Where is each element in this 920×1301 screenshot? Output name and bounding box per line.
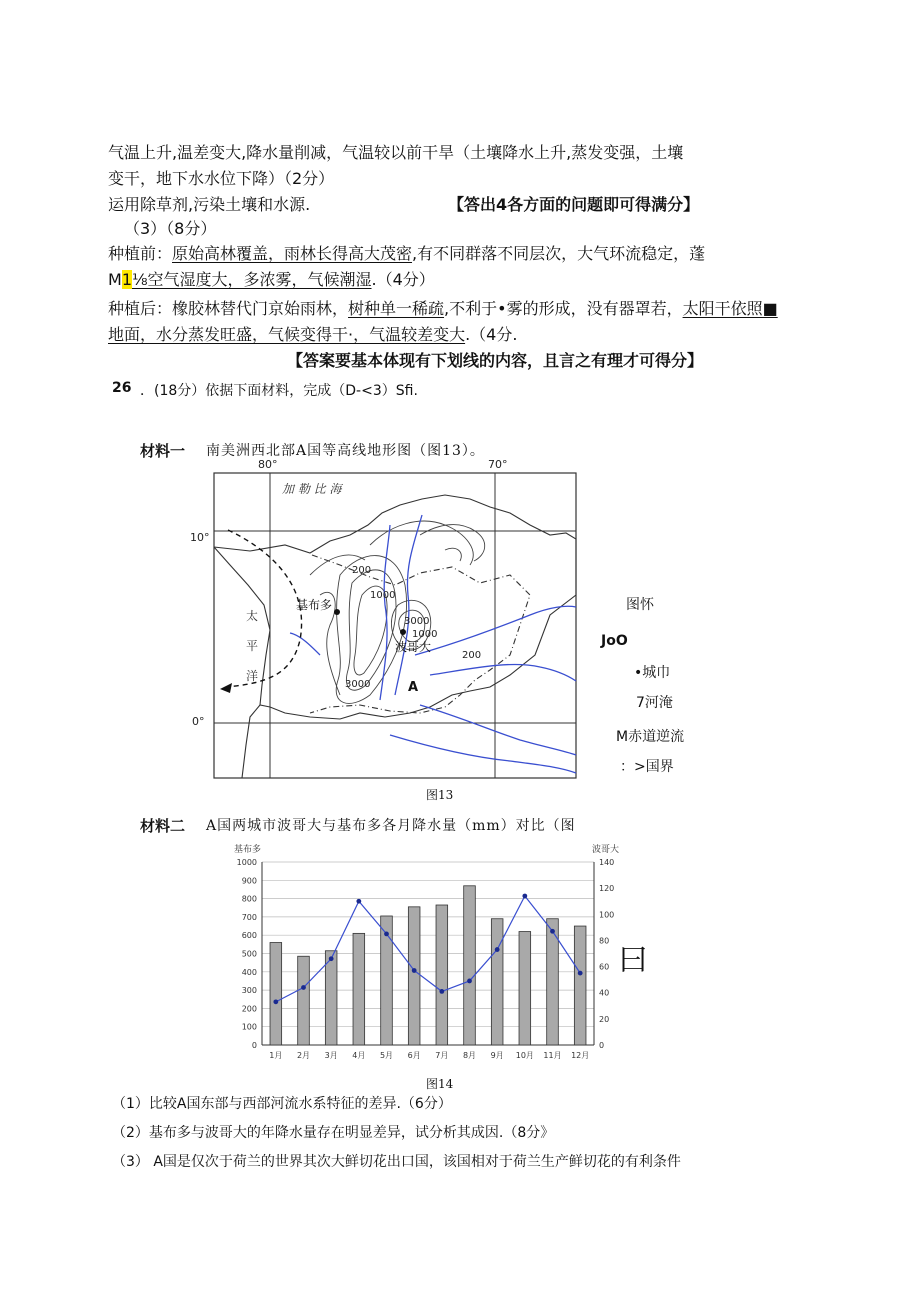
- chart-caption: 图14: [426, 1077, 454, 1091]
- side-box-glyph: 曰: [618, 943, 648, 978]
- x-tick-label: 8月: [462, 1051, 477, 1060]
- bar-2月: [298, 956, 310, 1045]
- ocean-label-1: 太: [246, 609, 259, 623]
- contour-label-5: 200: [462, 650, 482, 661]
- material2-title: A国两城市波哥大与基布多各月降水量（mm）对比（图: [206, 818, 576, 834]
- line-point-9月: [495, 947, 500, 952]
- x-tick-label: 9月: [490, 1051, 504, 1060]
- line-point-8月: [467, 979, 472, 984]
- x-tick-label: 4月: [352, 1051, 366, 1060]
- line8-rest: .（4分.: [465, 325, 518, 344]
- right-tick-label: 40: [599, 988, 610, 998]
- line-point-1月: [273, 999, 278, 1004]
- legend-current: M赤道逆流: [616, 729, 685, 745]
- answer-line-3: 运用除草剂,污染土壤和水源.: [108, 195, 311, 214]
- answer-part-3: （3）（8分）: [124, 219, 217, 238]
- legend-city: •城巾: [634, 665, 671, 681]
- contour-label-6: 3000: [345, 679, 371, 690]
- line-point-2月: [301, 985, 306, 990]
- line-point-6月: [412, 968, 417, 973]
- q26-number: 26: [112, 380, 132, 396]
- line-point-3月: [329, 956, 334, 961]
- city-east-label: 波哥大: [395, 640, 432, 654]
- x-tick-label: 1月: [269, 1051, 283, 1060]
- left-tick-label: 800: [241, 894, 257, 904]
- after-a: 橡胶林替代门京始雨林，: [172, 299, 349, 318]
- answer-scoring-note-1: 【答出4各方面的问题即可得满分】: [448, 195, 700, 214]
- before-label: 种植前：: [108, 244, 173, 263]
- after-label: 种植后：: [108, 299, 173, 318]
- left-tick-label: 600: [241, 931, 257, 941]
- city-west-dot: [334, 609, 340, 615]
- answer-before-line: [108, 243, 705, 265]
- x-tick-label: 3月: [324, 1051, 338, 1060]
- left-tick-label: 900: [241, 876, 257, 886]
- x-tick-label: 6月: [407, 1051, 421, 1060]
- answer-line-1: 气温上升,温差变大,降水量削减，气温较以前干旱（土壤降水上升,蒸发变强，土壤: [108, 143, 684, 162]
- bar-4月: [353, 933, 365, 1045]
- legend-title: 图怀: [626, 597, 654, 613]
- left-tick-label: 0: [251, 1041, 257, 1050]
- contour-label-2: 1000: [370, 590, 396, 601]
- line6-rest: .（4分）: [371, 270, 435, 289]
- legend-contour: JoO: [601, 633, 628, 649]
- after-b: ,不利于•雾的形成，没有器罩若，: [444, 299, 683, 318]
- before-underlined: 原始高林覆盖，雨林长得高大茂密: [172, 244, 413, 263]
- left-tick-label: 100: [241, 1022, 257, 1032]
- question-2: （2）基布多与波哥大的年降水量存在明显差异，试分析其成因.（8分》: [112, 1125, 555, 1141]
- right-tick-label: 20: [599, 1014, 610, 1024]
- bar-9月: [491, 919, 503, 1045]
- x-tick-label: 10月: [515, 1051, 534, 1060]
- lat-10-label: 10°: [190, 531, 210, 544]
- bar-10月: [519, 932, 531, 1045]
- right-axis-title: 波哥大: [592, 845, 620, 855]
- line-point-4月: [356, 899, 361, 904]
- country-label: A: [408, 680, 419, 695]
- x-tick-label: 7月: [435, 1051, 449, 1060]
- legend-river: 7河淹: [636, 695, 673, 711]
- right-tick-label: 60: [599, 962, 610, 972]
- ocean-label-2: 平: [246, 639, 259, 653]
- city-east-dot: [400, 629, 406, 635]
- right-tick-label: 120: [599, 884, 615, 894]
- question-3: （3） A国是仅次于荷兰的世界其次大鲜切花出口国，该国相对于荷兰生产鲜切花的有利条件: [112, 1154, 681, 1170]
- line-point-7月: [439, 989, 444, 994]
- x-tick-label: 11月: [543, 1051, 562, 1060]
- material2-label: 材料二: [140, 817, 186, 835]
- line6-highlight: 1: [121, 270, 132, 289]
- left-tick-label: 1000: [236, 858, 257, 867]
- sea-label: 加 勒 比 海: [282, 482, 342, 496]
- line-point-12月: [578, 971, 583, 976]
- material1-title: 南美洲西北部A国等高线地形图（图13）。: [206, 443, 485, 459]
- left-axis-title: 基布多: [234, 845, 262, 855]
- bar-12月: [574, 926, 586, 1045]
- legend-border: ：>国界: [620, 759, 674, 775]
- right-tick-label: 0: [599, 1041, 605, 1050]
- q26-text: ．(18分）依据下面材料，完成（D-<3）Sfi.: [140, 383, 418, 399]
- topographic-map: [190, 455, 590, 800]
- answer-line-8: [108, 324, 517, 346]
- left-tick-label: 500: [241, 949, 257, 959]
- line-series-bogota: [276, 896, 580, 1002]
- x-tick-label: 12月: [571, 1051, 590, 1060]
- after-underlined-2: 太阳干依照■: [682, 299, 778, 318]
- answer-after-line: [108, 298, 778, 320]
- bar-3月: [325, 951, 337, 1045]
- bar-6月: [408, 907, 420, 1045]
- answer-scoring-note-2: 【答案要基本体现有下划线的内容，且言之有理才可得分】: [287, 351, 704, 370]
- right-tick-label: 80: [599, 936, 610, 946]
- material1-label: 材料一: [140, 442, 186, 460]
- x-tick-label: 5月: [379, 1051, 394, 1060]
- line6-underlined: ⅛空气湿度大，多浓雾，气候潮湿: [132, 270, 372, 289]
- left-tick-label: 700: [241, 912, 257, 922]
- line6-m: M: [108, 270, 122, 289]
- ocean-label-3: 洋: [246, 669, 259, 683]
- answer-line-6: [108, 269, 435, 291]
- left-tick-label: 300: [241, 986, 257, 996]
- line-point-11月: [550, 929, 555, 934]
- left-tick-label: 200: [241, 1004, 257, 1014]
- x-tick-label: 2月: [296, 1051, 311, 1060]
- city-west-label: 基布多: [296, 598, 333, 612]
- line8-underlined: 地面，水分蒸发旺盛，气候变得干·，气温较差变大: [108, 325, 466, 344]
- right-tick-label: 100: [599, 910, 615, 920]
- contour-label-4: 1000: [412, 629, 438, 640]
- map-caption: 图13: [426, 788, 454, 802]
- line-point-5月: [384, 931, 389, 936]
- lat-0-label: 0°: [192, 715, 205, 728]
- bar-7月: [436, 905, 448, 1045]
- answer-line-2: 变干，地下水水位下降）（2分）: [108, 169, 335, 188]
- before-rest: ,有不同群落不同层次，大气环流稳定，蓬: [412, 244, 706, 263]
- contour-label-1: 200: [352, 565, 372, 576]
- left-tick-label: 400: [241, 967, 257, 977]
- lon-80-label: 80°: [258, 458, 278, 471]
- bar-1月: [270, 943, 282, 1045]
- right-tick-label: 140: [599, 858, 615, 867]
- question-1: （1）比较A国东部与西部河流水系特征的差异.（6分）: [112, 1096, 452, 1112]
- line-point-10月: [522, 894, 527, 899]
- lon-70-label: 70°: [488, 458, 508, 471]
- bar-8月: [464, 886, 476, 1045]
- contour-label-3: 3000: [404, 616, 430, 627]
- after-underlined-1: 树种单一稀疏: [348, 299, 445, 318]
- precipitation-chart: [224, 840, 624, 1070]
